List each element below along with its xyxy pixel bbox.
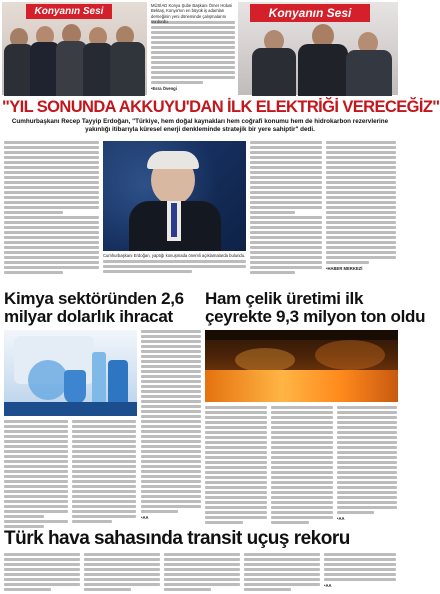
right-headline: Ham çelik üretimi ilk çeyrekte 9,3 milyon ton oldu: [205, 289, 426, 326]
left-headline: Kimya sektöründen 2,6 milyar dolarlık ihracat: [4, 289, 184, 326]
lead-byline: •HABER MERKEZİ: [326, 266, 363, 271]
right-sign: •AA: [337, 516, 345, 521]
lead-col-1: [4, 141, 99, 283]
chem-col-2: [72, 420, 136, 528]
lead-col-3: [250, 141, 322, 283]
chem-col-3: [141, 330, 201, 528]
top-caption: MÜSİAD Konya Şube Başkanı Ömer Hülusi Bektaş, Konya'nın en büyük iş adamları derneğinin yeni döneminde çalışmalarını sürdürdü. •Esra Övengi: [151, 3, 235, 93]
steel-col-1: [205, 406, 267, 528]
lead-headline: "YIL SONUNDA AKKUYU'DAN İLK ELEKTRİĞİ VERECEĞİZ": [2, 98, 440, 116]
bottom-sign: •AA: [324, 583, 332, 588]
banner: Konyanın Sesi: [26, 4, 112, 19]
erdogan-caption: Cumhurbaşkanı Erdoğan, yaptığı konuşmada önemli açıklamalarda bulundu.: [103, 253, 246, 281]
chem-col-1: [4, 420, 68, 528]
bottom-col-5: [324, 553, 396, 593]
top-caption-sign: •Esra Övengi: [151, 86, 177, 91]
left-sign: •AA: [141, 515, 149, 520]
lead-col-4: [326, 141, 396, 283]
chemistry-photo: [4, 330, 137, 416]
steel-photo: [205, 330, 398, 402]
bottom-col-1: [4, 553, 80, 593]
lead-deck: Cumhurbaşkanı Recep Tayyip Erdoğan, "Türkiye, hem doğal kaynakları hem coğrafi konumu hem de hidrokarbon rezervlerine yakınlığı itibarıyla küresel enerji denkleminde stratejik bir yere sahiptir" dedi.: [11, 118, 389, 133]
bottom-col-4: [244, 553, 320, 593]
banner: Konyanın Sesi: [250, 4, 370, 22]
top-left-photo: [2, 2, 147, 95]
top-right-photo: [238, 2, 398, 95]
steel-col-3: [337, 406, 397, 528]
bottom-col-2: [84, 553, 160, 593]
bottom-col-3: [164, 553, 240, 593]
bottom-headline: Türk hava sahasında transit uçuş rekoru: [4, 528, 350, 549]
erdogan-photo: [103, 141, 246, 251]
steel-col-2: [271, 406, 333, 528]
